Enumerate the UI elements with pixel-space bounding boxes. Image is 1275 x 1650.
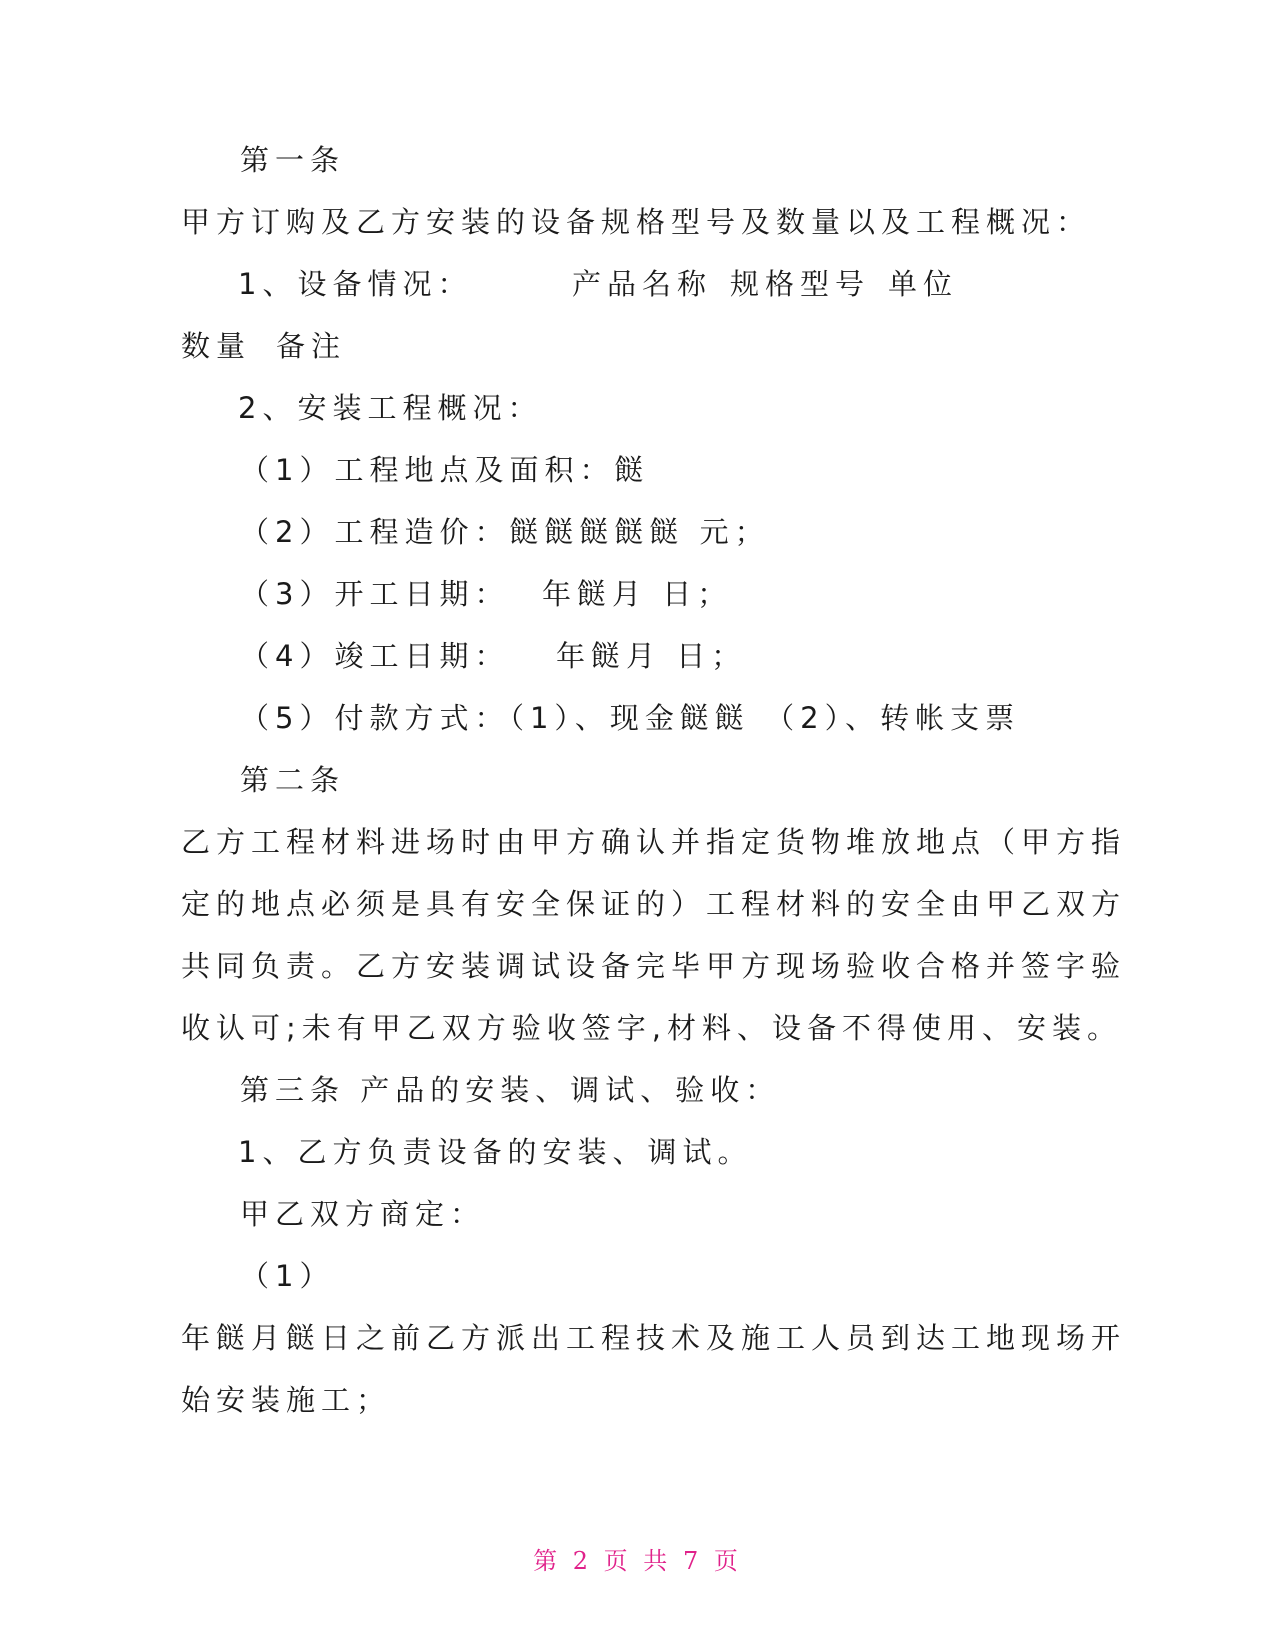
agreement-item-1-label: （1） <box>240 1259 335 1293</box>
installation-overview-label: 2、安装工程概况： <box>238 391 543 425</box>
item-payment-method: （5）付款方式：（1）、现金餸餸 （2）、转帐支票 <box>240 701 1021 735</box>
item-completion-date <box>240 636 940 676</box>
article-3-item-1: 1、乙方负责设备的安装、调试。 <box>238 1135 753 1169</box>
column-unit: 单位 <box>888 267 959 301</box>
article-1-intro: 甲方订购及乙方安装的设备规格型号及数量以及工程概况： <box>181 205 1092 239</box>
completion-date-value: 年餸月 日； <box>556 639 747 673</box>
column-spec-model: 规格型号 <box>730 267 871 301</box>
column-product-name: 产品名称 <box>572 267 713 301</box>
start-date-value: 年餸月 日； <box>542 577 733 611</box>
article-2-text-line-1: 乙方工程材料进场时由甲方确认并指定货物堆放地点（甲方指 <box>181 825 1127 859</box>
completion-date-label: （4）竣工日期： <box>240 639 510 673</box>
article-1-heading: 第一条 <box>240 143 346 177</box>
column-remarks: 备注 <box>276 329 347 363</box>
article-3-heading: 第三条 产品的安装、调试、验收： <box>240 1073 781 1107</box>
page-number-footer: 第 2 页 共 7 页 <box>533 1547 742 1575</box>
item-location-area: （1）工程地点及面积：餸 <box>240 453 650 487</box>
equipment-header-row-2 <box>181 326 581 366</box>
item-start-date <box>240 574 940 614</box>
article-2-text-line-3: 共同负责。乙方安装调试设备完毕甲方现场验收合格并签字验 <box>181 949 1127 983</box>
equipment-header-row <box>238 264 1038 304</box>
agreement-item-1-text-line-2: 始安装施工； <box>181 1383 392 1417</box>
column-quantity: 数量 <box>181 329 252 363</box>
equipment-label: 1、设备情况： <box>238 267 473 301</box>
item-project-cost: （2）工程造价：餸餸餸餸餸 元； <box>240 515 770 549</box>
article-2-text-line-4: 收认可;未有甲乙双方验收签字,材料、设备不得使用、安装。 <box>181 1011 1122 1045</box>
start-date-label: （3）开工日期： <box>240 577 510 611</box>
article-2-text-line-2: 定的地点必须是具有安全保证的）工程材料的安全由甲乙双方 <box>181 887 1127 921</box>
mutual-agreement-label: 甲乙双方商定： <box>240 1197 486 1231</box>
article-2-heading: 第二条 <box>240 763 346 797</box>
agreement-item-1-text-line-1: 年餸月餸日之前乙方派出工程技术及施工人员到达工地现场开 <box>181 1321 1127 1355</box>
